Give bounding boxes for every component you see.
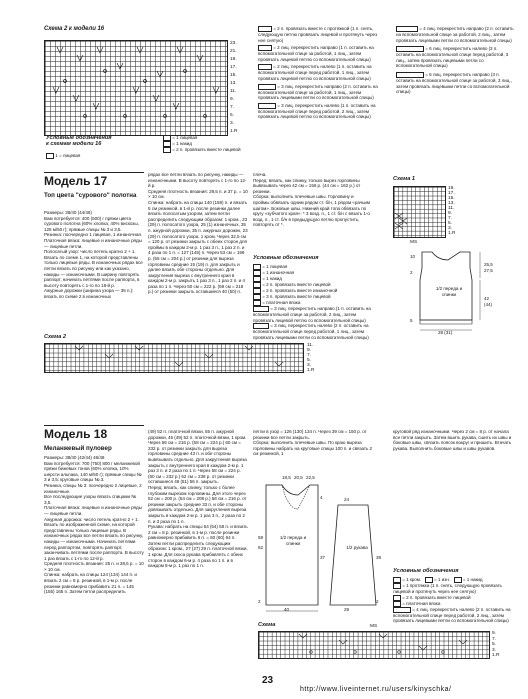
legend-text: = 1 изн. (434, 577, 450, 583)
pattern-dim: 2 (258, 599, 261, 604)
schema16-row-numbers (230, 40, 248, 136)
model18-legend-title: Условные обозначения (393, 568, 459, 574)
schema16-legend (163, 135, 253, 153)
row-number: 11. (307, 343, 314, 348)
row-number: 17. (230, 65, 237, 70)
row-number: 23. (230, 41, 237, 46)
schema16-title: Схема 2 к модели 16 (44, 26, 105, 32)
scheme1-row-numbers (448, 186, 468, 238)
pattern-dim: 10 (410, 254, 416, 259)
model17-legend-title: Условные обозначения (253, 255, 319, 261)
pattern-dim: 2 (410, 270, 413, 275)
pattern-dim: 4 (320, 495, 323, 500)
scheme2-row-numbers (307, 343, 327, 373)
model18-col1: Размеры: 38/40 (42/44) 46/48 Вам потребуется: 700 (750) 800 г меланжевой пряжи бежевых тонов (60% хлопка, 10% шерсти альпака, 140 м/50 г); прямые спицы № 3 и 3,5; круговые спицы № 3. Резинка, спицы № 3: поочередно 2 лицевые, 2 изнаночные. Все последующие узоры вязать спицами № 3,5. Платочная вязка: лицевые и изнаночные ряды — лицевые петли. Ажурная дорожка: число петель кратно 2 + 1. Вязать по изображенной схеме, на которой представлены только лицевые ряды. В изнаночных рядах все петли вязать по рисунку, накиды — изнаночными. Начинать петлями перед раппортом, повторять раппорт, заканчивать петлями после раппорта. В высоту 1 раз вязать с 1-го по 12-й р. Средняя плотность вязания: 25 п. и 38,5 р. = 10 × 10 см. Спинка: набрать на спицы 124 (134) 144 п. и вязать 2 см = 8 р. резинкой, в 1-м р. после резинки равномерно прибавить 21 п. = 145 (155) 165 п. Затем петли распределить (44, 455, 144, 595)
row-number: 7. (492, 636, 497, 642)
pattern-dim: 25,5 (484, 262, 493, 267)
legend-text: = 4 лиц. перекрестить направо (2 п. оставить на вспомогательной спице за работой, 2 лиц., затем провязать лицевыми петли со вспомогательной спицы) (396, 26, 514, 43)
legend-text: = 1 протяжка (1 п. снять, следующую провязать лицевой и протянуть через нее снятую) (393, 583, 502, 594)
row-number: 19. (230, 57, 237, 62)
row-number: 7. (448, 216, 453, 221)
model18-col3: петли в узор = 126 (130) 134 п. Через 39 см = 150 р. от резинки все петли закрыть. Сборка: выполнить плечевые швы. По краю выреза горловины набрать на круговые спицы 100 п. и связать 2 см резинкой, 1 (253, 429, 373, 457)
row-number: 5. (448, 221, 453, 226)
model18-col2: (49) 52 п. платочной вязки, 55 п. ажурной дорожки, 45 (49) 52 п. платочной вязки, 1 кром. Через 56 см = 216 р. (58 см = 224 р.) 60 см = 232 р. от резинки закрыть для выреза горловины средние 43 п. и обе стороны вывязывать отдельно. Для закругления выреза закрыть с внутреннего края в каждом 2-м р. 1 раз 3 п. и 2 раза по 1 п. Через 58 см = 224 р. (60 см = 232 р.) 62 см = 238 р. от резинки оставшиеся 46 (51) 56 п. закрыть. Перед: вязать, как спинку, только с более глубоким вырезом горловины. Для этого через 52 см = 200 р. (54 см = 208 р.) 56 см = 216 р. от резинки закрыть средние 33 п. и обе стороны довязывать отдельно. Для закругления выреза закрыть в каждом 2-м р. 1 раз 3 п., 2 раза по 2 п. и 3 раза по 1 п. Рукава: набрать на спицы 54 (54) 58 п. и вязать 2 см = 8 р. резинкой, в 1-м р. после резинки равномерно прибавить 6 п. = 60 (60) 64 п. Затем петли распределить следующим образом: 1 кром., 27 (27) 29 п. платочной вязки, 1 кром. Для скоса рукава прибавлять с обеих сторон в каждом 6-м р. 4 раза по 1 п. и в каждом 8-м р. 1 раз по 1 п. (148, 429, 248, 569)
legend-text: = 1 накид (172, 141, 192, 147)
legend-text: = 3 лиц. перекрестить налево (1 п. оставить на вспомогательной спице перед работой, 2 лиц., затем провязать лицевой петлю со вспомогательной спицы) (258, 102, 376, 120)
legend-text: = 2 лиц. перекрестить налево (1 п. оставить на вспомогательной спице перед работой, 1 лиц., затем провязать лицевой петлю со вспомогательной спицы) (258, 64, 372, 81)
legend-text: = 2 п. провязать вместе лицевой (172, 147, 241, 153)
row-number: 9. (492, 631, 497, 636)
model17-legend (253, 264, 371, 340)
model18-subtitle: Меланжевый пуловер (44, 445, 112, 452)
pattern-dim: 18,5 (282, 475, 291, 480)
legend-text: = 3 лиц. перекрестить направо (2 п. оставить на вспомогательной спице за работой, 1 лиц., затем провязать лицевыми петли со вспомогательной спицы) (258, 83, 378, 101)
row-number: 1.R (448, 231, 456, 236)
scheme2-title: Схема 2 (44, 334, 67, 340)
row-number: 15. (448, 196, 455, 201)
scheme1-symbols (394, 187, 447, 239)
pattern-label: 1/2 переда и спинки (279, 535, 307, 546)
legend-text: = 4 лиц. перекрестить налево (2 п. оставить на вспомогательной спице перед работой, 2 лиц., затем провязать лицевыми петли со вспомогательной спицы) (393, 606, 511, 624)
legend-text: = 2 п. провязать вместе с протяжкой (1 п. снять, следующую петлю провязать лицевой и протянуть через нее снятую) (258, 26, 378, 43)
model17-rule (44, 172, 144, 173)
legend-text: = 1 накид (262, 276, 282, 282)
schema16-symbols (45, 41, 229, 137)
pattern-dim: 37 (320, 555, 326, 560)
knit-symbol-icon (46, 153, 54, 159)
row-number: 1.R (307, 368, 315, 373)
scheme2-chart (44, 343, 304, 373)
legend-text: = 6 лиц. перекрестить налево (3 п. оставить на вспомогательной спице перед работой, 3 лиц., затем провязать лицевыми петли со вспомогательной спицы) (396, 46, 509, 69)
model18-scheme-symbols (259, 632, 491, 660)
legend-text: = платочная вязка (402, 600, 441, 606)
row-number: 5. (307, 358, 312, 363)
legend-text: = 3 лиц. перекрестить налево (2 п. оставить на вспомогательной спице перед работой, 1 лиц., затем провязать лицевыми петли со вспомогательной спицы) (253, 323, 369, 340)
k2tog-icon (163, 147, 171, 153)
pattern-dim: 42 (484, 296, 490, 301)
legend-text: = 2 п. провязать вместе изнаночной (262, 288, 338, 294)
row-number: 5. (230, 113, 235, 118)
row-number: 3. (230, 121, 235, 126)
model17-heading: Модель 17 (44, 174, 108, 188)
watermark: http://www.liveinternet.ru/users/kinyschka/ (300, 686, 452, 693)
legend-text: = 2 п. провязать вместе лицевой (262, 282, 331, 288)
row-number: 21. (230, 49, 237, 54)
pattern-dim: 24 (344, 497, 350, 502)
model18-rule (44, 425, 144, 426)
row-number: 13. (230, 81, 237, 86)
model18-scheme-ms: MS (370, 624, 378, 629)
page-number: 23 (262, 675, 274, 686)
row-number: 17. (448, 191, 455, 196)
model18-col4: круговой ряд изнаночными. Через 2 см = 8 р. от начала все петли закрыть. Затем вшить рукава, сшить их швы и боковые швы, связать поясок вокруг и пришить. Втачать рукава. Выполнить боковые швы и швы рукавов. (393, 429, 512, 451)
row-number: 7. (307, 353, 312, 358)
legend-text: = 1 накид (462, 577, 483, 583)
scheme1-title: Схема 1 (393, 176, 416, 182)
legend-text: = платочная вязка (262, 300, 301, 306)
legend-text: = 1 лицевая (262, 264, 288, 270)
pattern-dim: 20,5 (294, 475, 303, 480)
row-number: 9. (230, 97, 235, 102)
schema16-legend-first (46, 153, 80, 159)
row-number: 7. (230, 105, 235, 110)
row-number: 11. (448, 206, 455, 211)
row-number: 13. (448, 201, 455, 206)
row-number: 3. (448, 226, 453, 231)
row-number: 9. (448, 211, 453, 216)
model17-col2: рядах все петли вязать по рисунку, накиды — изнаночными. В высоту повторять с 1-го по 12-й р. Средняя плотность вязания: 29,5 п. и 37 р. = 10 × 10 см. Спинка: набрать на спицы 140 (158) п. и вязать 5 см резинкой, в 1-й р. после резинки далее вязать полосатым узором, затем петли распределить следующим образом: 1 кром., 23 (29) п. полосатого узора, 25 (1) изнаночных, 35 п. ажурной дорожки, 35 п. ажурных дорожек, 23 (29) п. полосатого узора, 1 кром. Через 32,5 см = 120 р. от резинки закрыть с обеих сторон для проймы в каждом 2-м р. 1 раз 3 п., 1 раз 2 п. и 4 раза по 1 п. = 127 (145) п. Через 53 см = 196 р. (55 см = 204 р.) от резинки для выреза горловины средние 15 (19) п. для закрыть и далее вязать обе стороны отдельно. Для закругления выреза с внутреннего края в каждом 2-м р. закрыть 1 раз 3 п., 1 раз 2 п. и 4 раза по 1 п. Через 50 см = 222 р. (59 см = 218 р.) от резинки закрыть оставшиеся 40 (50) п. (148, 172, 248, 295)
pattern-dim: 40 (284, 607, 290, 612)
schema16-chart (44, 40, 228, 136)
model18-scheme-row-numbers (492, 631, 512, 659)
row-number: 1.R (230, 129, 238, 134)
row-number: 19. (448, 186, 455, 191)
model18-scheme-chart (258, 631, 490, 659)
schema16-legend-title: Условные обозначения к схемам модели 16 (46, 135, 112, 148)
model17-col1: Размеры: 38/40 (44/46) Вам потребуется: 400 (500) г пряжи цвета сурового полотна (60% хлопка, 40% вискозы, 125 м/50 г); прямые спицы № 3 и 3,5. Резинка: поочередно 1 лицевая, 1 изнаночная. Платочная вязка: лицевые и изнаночные ряды — лицевые петли. Полосатый узор: число петель кратно 2 + 1. Вязать по схеме 1, на которой представлены только лицевые ряды. В изнаночных рядах все петли вязать по рисунку или как указано, накиды — изнаночными. В ширину повторять раппорт, начинать петлями после раппорта, в высоту повторять с 1-го по 18-й р. Ажурные дорожки (ширина узора — 35 п.): вязать по схеме 2 в изнаночных (44, 210, 143, 299)
model18-heading: Модель 18 (44, 427, 108, 441)
pattern-dim: 27,5 (484, 268, 493, 273)
model18-pattern-diagram (258, 475, 383, 615)
legend-text: = 2 лиц. перекрестить направо (1 п. оставить на вспомогательной спице за работой, 1 лиц., затем провязать лицевой петлю со вспомогательной спицы) (258, 45, 374, 62)
pattern-dim: 2 (376, 599, 379, 604)
legend-text: = 1 лицевая (172, 135, 198, 141)
top-right-legend (396, 26, 514, 95)
legend-text: = 1 кром. (402, 577, 422, 583)
row-number: 9. (307, 348, 312, 353)
row-number: 5. (492, 642, 497, 647)
pattern-dim: 62 (258, 545, 264, 550)
pattern-dim: 29 (344, 607, 350, 612)
pattern-dim: 58 (258, 535, 264, 540)
pattern-label: 1/2 рукава (346, 545, 368, 550)
scheme1-chart (393, 186, 446, 238)
legend-text: = 2 п. провязать вместе лицевой (402, 594, 471, 600)
row-number: 15. (230, 73, 237, 78)
scheme2-symbols (45, 344, 305, 374)
pattern-dim: (44) (484, 302, 492, 307)
scheme1-ms: MS (410, 240, 418, 245)
model18-scheme-title: Схема (258, 622, 276, 628)
pattern-dim: 22,5 (306, 475, 315, 480)
top-middle-legend (258, 26, 383, 120)
pattern-dim: 28 (31) (438, 330, 453, 335)
legend-text: = 3 п. провязать вместе лицевой (262, 294, 331, 300)
pattern-dim: 5 (410, 318, 413, 323)
row-number: 3. (492, 647, 497, 653)
pattern-dim: 39 (376, 555, 382, 560)
model17-subtitle: Топ цвета "сурового" полотна (44, 192, 137, 199)
pattern-label: 1/2 переда и спинки (435, 286, 463, 297)
legend-text: 1 = лицевая (55, 153, 81, 159)
model17-col3: плеча. Перед: вязать, как спинку, только вырез горловины вывязывать через 42 см = 156 р. (44 см = 162 р.) от резинки. Сборка: выполнить плечевые швы. Горловину и проймы обвязать одним рядом ст. б/н, 1 рядом «рачьим шагом». Боковые швы. Нижний край топа обвязать по кругу «зубчатого края»: * 3 возд. п., 1 ст. б/н с вязать 1-о возд. п., 1 ст. б/н в предыдущую петлю пропустить, повторять от *. (253, 172, 371, 228)
legend-text: = 6 лиц. перекрестить направо (3 п. оставить на вспомогательной спице за работой, 3 лиц., затем провязать лицевыми петли со вспомогательной спицы) (396, 72, 512, 95)
legend-text: = 3 лиц. перекрестить направо (1 п. оставить на вспомогательной спице за работой, 2 лиц., затем провязать лицевой петлю со вспомогательной спицы) (253, 306, 371, 323)
legend-text: = 1 изнаночная (262, 270, 295, 276)
model18-legend (393, 577, 515, 624)
row-number: 3. (307, 363, 312, 368)
model17-pattern-diagram (380, 250, 520, 335)
row-number: 1.R (492, 653, 500, 658)
row-number: 11. (230, 89, 237, 94)
